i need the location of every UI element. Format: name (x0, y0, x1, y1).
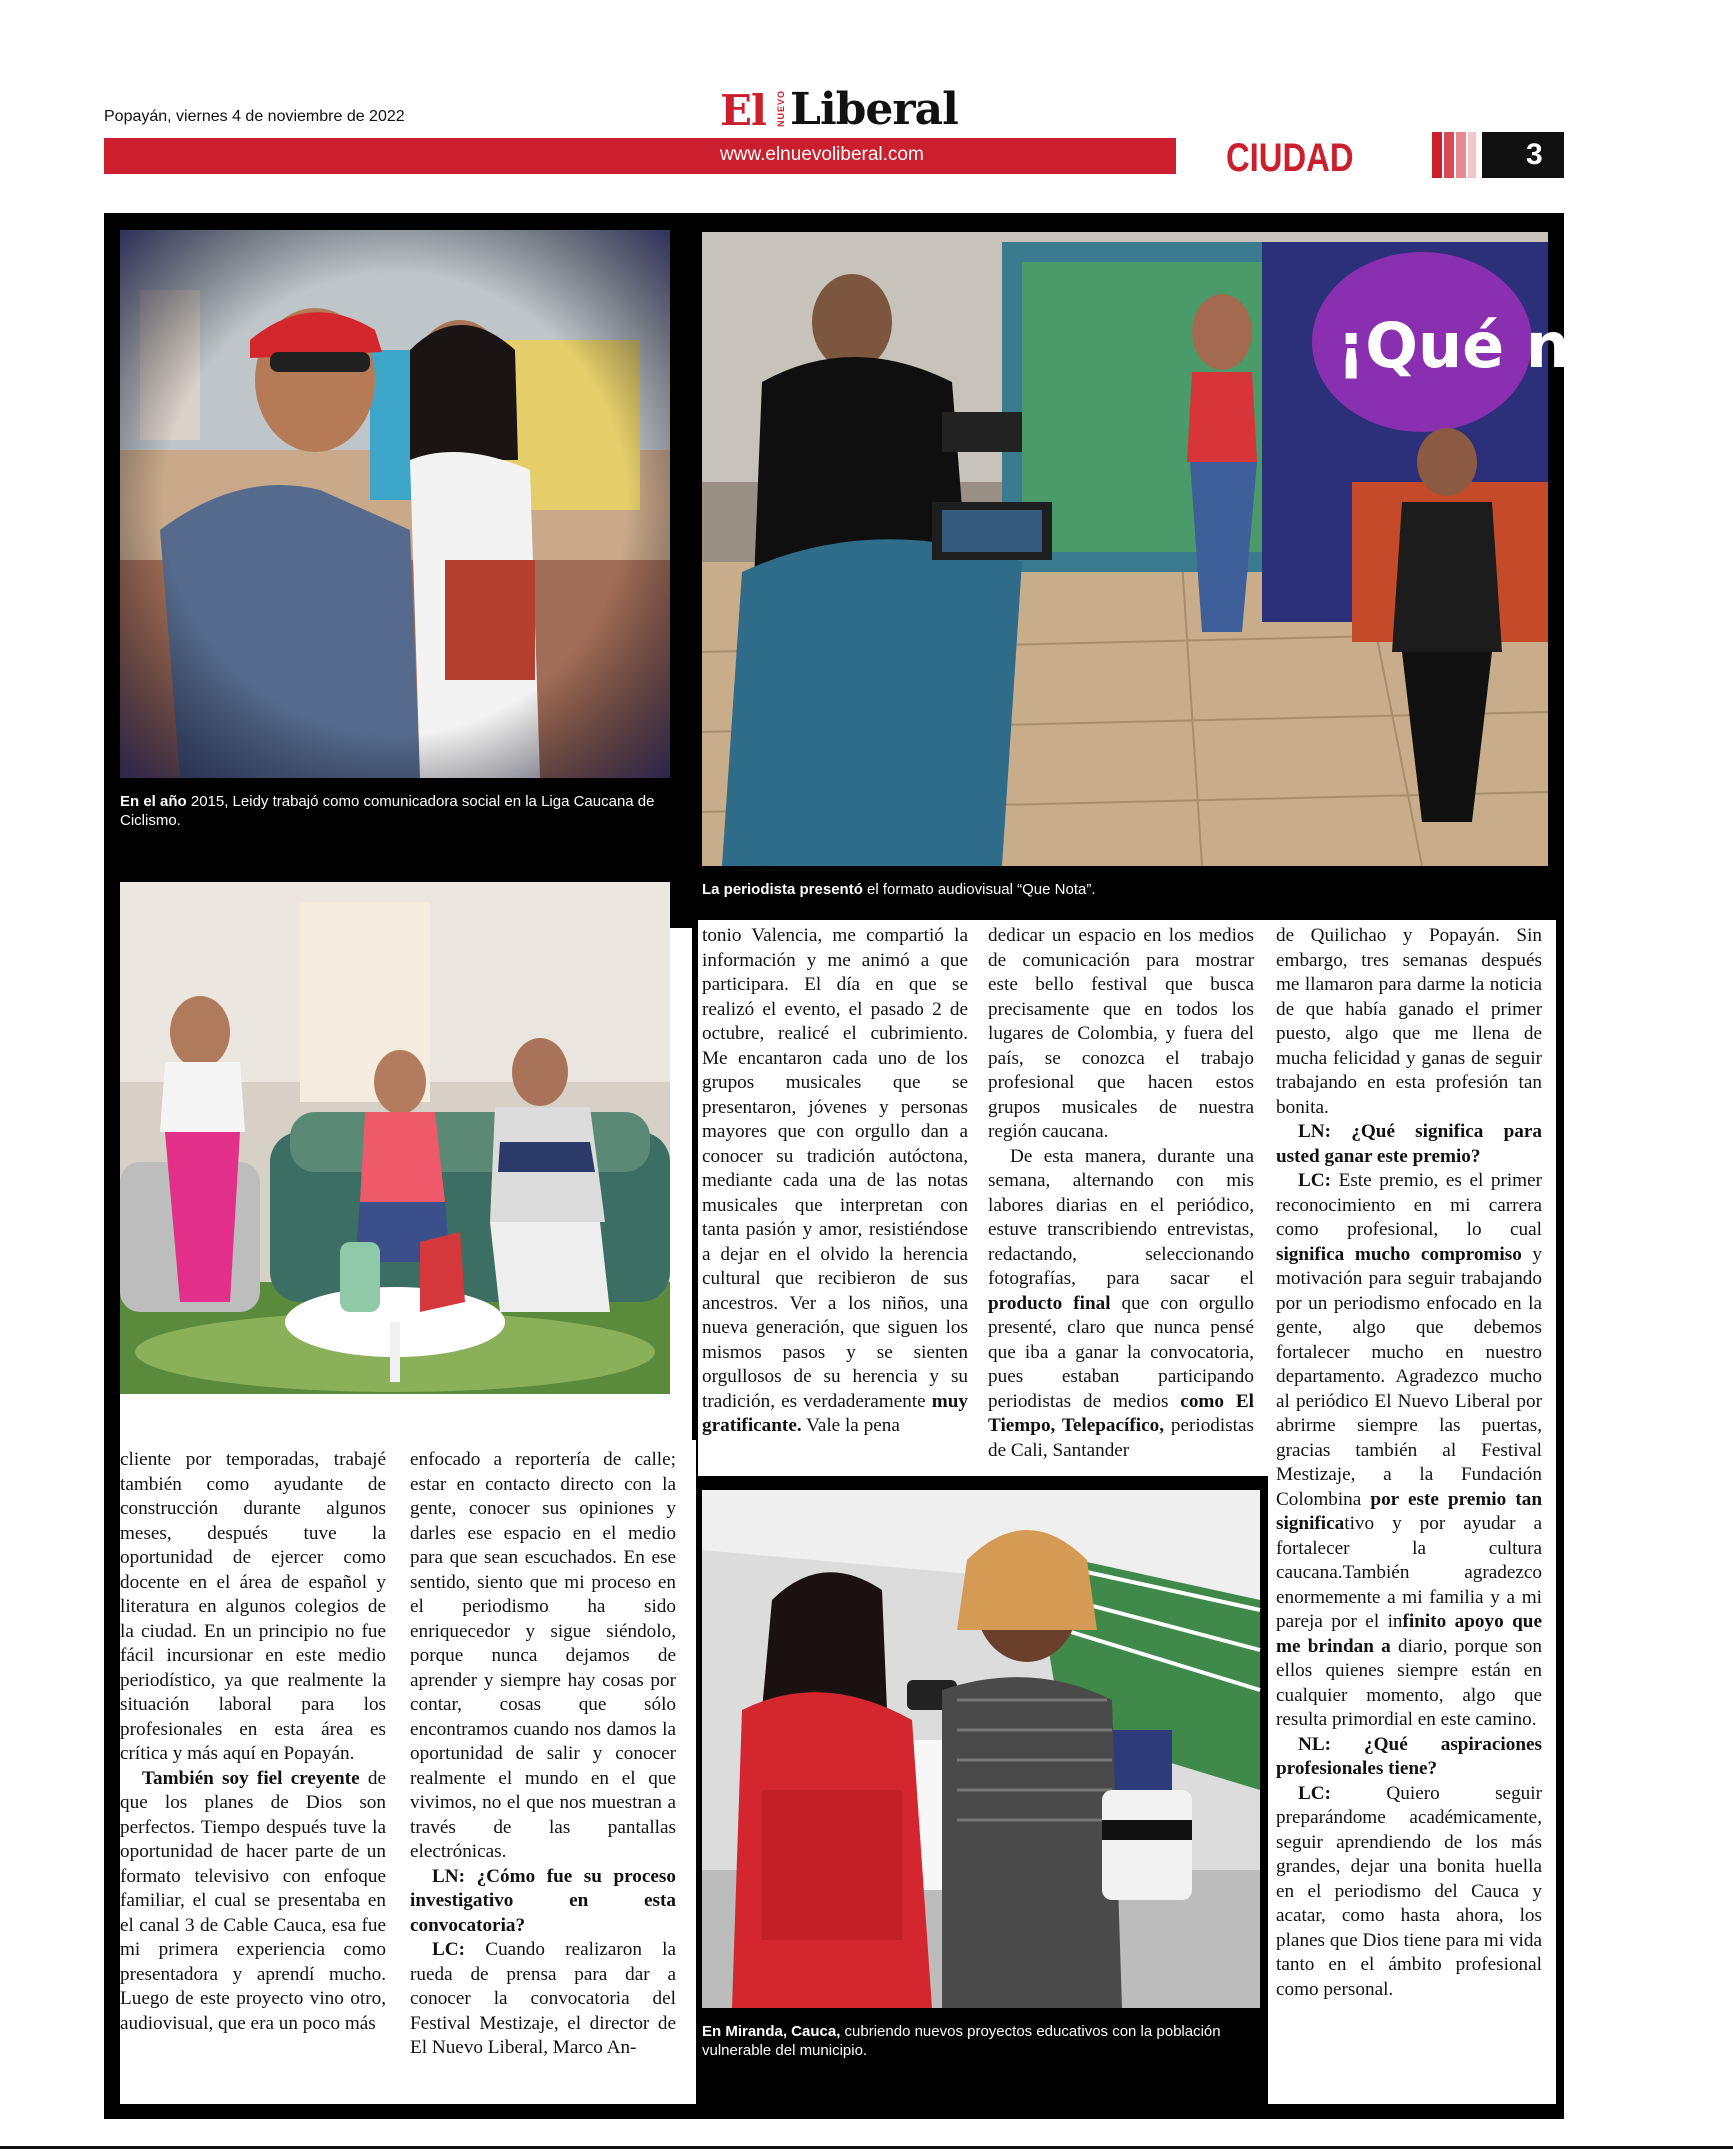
article-paragraph: enfocado a reportería de calle; estar en contacto directo con la gente, conocer sus opiniones y darles ese espacio en el medio para que sean escuchados. En ese sentido, siento que mi proceso en el periodismo ha sido enriquecedor y sigue siéndolo, porque nunca dejamos de aprender y siempre hay cosas por contar, cosas que sólo encontramos cuando nos damos la oportunidad de salir y conocer realmente el mundo en el que vivimos, no el que nos muestran a través de las pantallas electrónicas. (410, 1449, 676, 1862)
issue-date: Popayán, viernes 4 de noviembre de 2022 (104, 108, 405, 125)
bold-phrase: También soy fiel creyente (142, 1767, 360, 1789)
page-bottom-rule (0, 2146, 1733, 2149)
article-paragraph: cliente por temporadas, trabajé también como ayudante de construcción durante algunos meses, después tuve la oportunidad de ejercer como docente en el área de español y literatura en algunos colegios de la ciudad. En un principio no fue fácil incursionar en este medio periodístico, ya que realmente la situación laboral para los profesionales en esta área es crítica y más aquí en Popayán. (120, 1449, 386, 1764)
answer-text: Cuando realizaron la rueda de prensa para dar a conocer la convocatoria del Festival Mestizaje, el director de El Nuevo Liberal, Marco An- (410, 1939, 676, 2058)
answer-label: LC: (432, 1939, 466, 1960)
answer-label: LC: (1298, 1170, 1332, 1191)
article-paragraph (120, 1767, 386, 2037)
studio-sign-text: ¡Qué no (1337, 309, 1613, 382)
logo-nuevo: NUEVO (776, 90, 786, 128)
bold-phrase: muy gratificante. (702, 1390, 968, 1436)
article-paragraph (988, 1145, 1254, 1464)
bold-phrase: como El Tiempo, Telepacífico, (988, 1390, 1254, 1436)
article-column-4 (988, 924, 1254, 1463)
header-stripe (1456, 132, 1466, 178)
paragraph-text: de que los planes de Dios son perfectos. Tiempo después tuve la oportunidad de hacer parte de un formato televisivo con enfoque familiar, el cual se presentaba en el canal 3 de Cable Cauca, esa fue mi primera experiencia como presentadora y aprendí mucho. Luego de este proyecto vino otro, audiovisual, que era un poco más (120, 1767, 386, 2034)
answer-text: Quiero seguir preparándome académicamente, seguir aprendiendo de los más grandes, dejar una bonita huella en el periodismo del Cauca y acatar, como hasta ahora, los planes que Dios tiene para mi vida tanto en el ámbito profesional como personal. (1276, 1782, 1542, 2000)
newspaper-logo (720, 82, 958, 135)
photo1-caption (120, 792, 680, 830)
paragraph-text: tonio Valencia, me compartió la información y me animó a que participara. El día en que se realizó el evento, el pasado 2 de octubre, realicé el cubrimiento. Me encantaron cada uno de los grupos musicales que se presentaron, jóvenes y personas mayores que con orgullo dan a conocer su tradición autóctona, mediante cada una de las notas musicales que interpretan con tanta pasión y amor, resistiéndose a dejar en el olvido la herencia cultural que recibieron de sus ancestros. Ver a los niños, una nueva generación, que siguen los mismos pasos y se sienten orgullosos de su herencia y su tradición, es verdaderamente (702, 925, 968, 1412)
photo-tv-studio (702, 232, 1613, 866)
caption-lead: La periodista presentó (702, 881, 863, 898)
photo-miranda-interview (702, 1490, 1260, 2008)
caption-lead: La ganadora del (120, 1407, 236, 1424)
interview-question: LN: ¿Qué significa para usted ganar este premio? (1276, 1121, 1542, 1167)
paragraph-text: periodistas de Cali, Santander (988, 1415, 1254, 1461)
website-url: www.elnuevoliberal.com (720, 144, 924, 165)
header-red-bar (104, 138, 1176, 174)
article-column-3 (702, 924, 968, 1439)
interview-question: NL: ¿Qué aspiraciones profesionales tiene? (1276, 1733, 1542, 1779)
logo-el: El (720, 86, 766, 135)
interview-answer (1276, 1782, 1542, 2003)
caption-text: 2015, Leidy trabajó como comunicadora social en la Liga Caucana de Ciclismo. (120, 793, 655, 829)
photo3-caption (120, 1406, 690, 1425)
paragraph-text: De esta manera, durante una semana, alternando con mis labores diarias en el periódico, estuve transcribiendo entrevistas, redactando, seleccionando fotografías, para sacar el (988, 1145, 1254, 1289)
caption-lead: En Miranda, Cauca, (702, 2023, 841, 2040)
interview-answer (1276, 1169, 1542, 1733)
paragraph-text: que con orgullo presenté, claro que nunca pensé que iba a ganar la convocatoria, pues estaban participando periodistas de medios (988, 1292, 1254, 1412)
caption-text: premio, presentó el programa “Tiempo en familia”. (235, 1407, 573, 1424)
bold-phrase: producto final (988, 1292, 1111, 1314)
answer-text: diario, porque son ellos quienes siempre están en cualquier momento, algo que resulta primordial en este camino. (1276, 1635, 1542, 1730)
article-column-2 (410, 1448, 676, 2061)
photo-family-program (120, 882, 670, 1394)
logo-liberal: Liberal (790, 84, 958, 135)
bold-phrase: significa mucho compromiso (1276, 1243, 1522, 1265)
photo4-caption (702, 2022, 1262, 2060)
caption-text: el formato audiovisual “Que Nota”. (862, 881, 1096, 898)
caption-lead: En el año (120, 793, 187, 810)
article-paragraph: de Quilichao y Popayán. Sin embargo, tres semanas después me llamaron para darme la noticia de que había ganado el primer puesto, algo que me llena de mucha felicidad y ganas de seguir trabajando en esta profesión tan bonita. (1276, 925, 1542, 1118)
caption-text: cubriendo nuevos proyectos educativos con la población vulnerable del municipio. (702, 2023, 1221, 2059)
bold-phrase: finito apoyo que me brindan a (1276, 1611, 1542, 1657)
article-column-5 (1276, 924, 1542, 2002)
answer-text: Este premio, es el primer reconocimiento en mi carrera como profesional, lo cual (1276, 1170, 1542, 1240)
header-stripe (1468, 132, 1476, 178)
header-stripe (1444, 132, 1454, 178)
answer-text: y motivación para seguir trabajando por un periodismo enfocado en la gente, algo que debemos fortalecer mucho en nuestro departamento. Agradezco mucho al periódico El Nuevo Liberal por abrirme siempre las puertas, gracias también al Festival Mestizaje, a la Fundación Colombina (1276, 1243, 1542, 1510)
paragraph-text: Vale la pena (801, 1415, 900, 1436)
photo2-caption (702, 880, 1548, 899)
section-title: CIUDAD (1226, 136, 1354, 180)
interview-answer (410, 1938, 676, 2061)
bold-phrase: por este premio tan significa (1276, 1488, 1543, 1534)
article-paragraph (702, 924, 968, 1439)
article-paragraph: dedicar un espacio en los medios de comunicación para mostrar este bello festival que busca precisamente que en todos los lugares de Colombia, y fuera del país, se conozca el trabajo profesional que hacen estos grupos musicales de nuestra región caucana. (988, 925, 1254, 1142)
header-stripe (1432, 132, 1442, 178)
photo-cycling-interview (120, 230, 670, 778)
answer-label: LC: (1298, 1782, 1332, 1804)
article-column-1 (120, 1448, 386, 2036)
page-number-box (1482, 132, 1564, 178)
page-number: 3 (1526, 138, 1543, 171)
answer-text: tivo y por ayudar a fortalecer la cultura caucana.También agradezco enormemente a mi familia y a mi pareja por el in (1276, 1513, 1542, 1632)
interview-question: LN: ¿Cómo fue su proceso investigativo en esta convocatoria? (410, 1865, 676, 1936)
